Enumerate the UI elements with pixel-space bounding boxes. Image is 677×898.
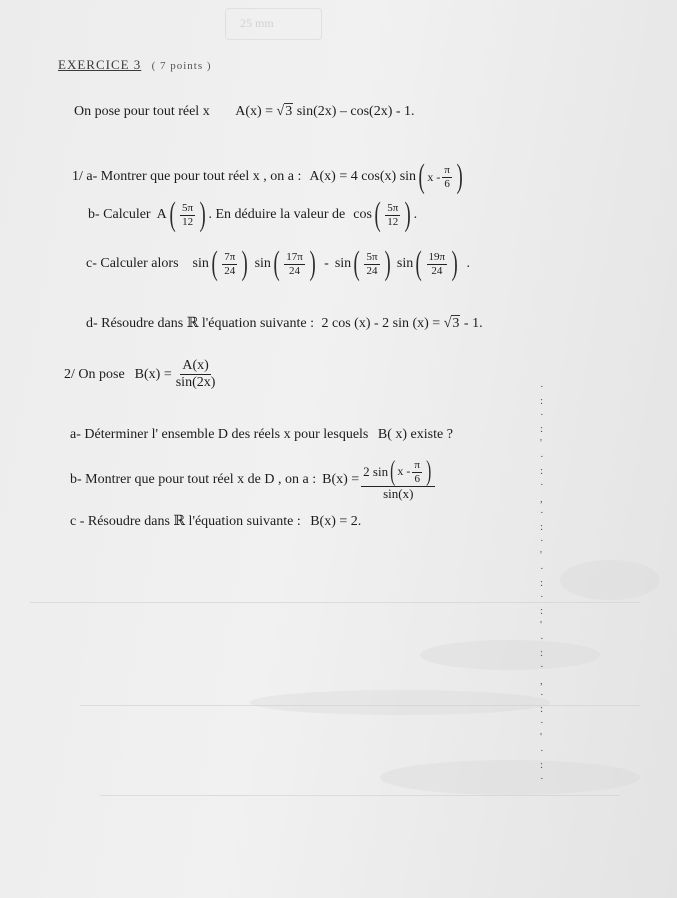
sin-label: sin [334, 256, 352, 271]
right-paren: ) [309, 245, 316, 282]
q1b-line [88, 198, 417, 232]
q2c-line [70, 515, 361, 529]
right-paren: ) [456, 158, 463, 195]
five-pi-over-12 [385, 202, 400, 228]
intro-line [74, 105, 415, 119]
paren-group [416, 160, 465, 194]
A-def-lhs: A(x) = [235, 104, 274, 119]
paren-group [209, 247, 251, 281]
q1d-text: d- Résoudre dans ℝ l'équation suivante : [86, 316, 314, 331]
frac-den: 24 [289, 264, 301, 277]
exercise-points: ( 7 points ) [151, 60, 212, 72]
bleed-smudge [420, 640, 600, 670]
left-paren: ( [418, 158, 425, 195]
right-paren: ) [426, 456, 432, 487]
q1d-end: - 1. [463, 316, 483, 331]
frac-den: 24 [431, 264, 443, 277]
left-paren: ( [211, 245, 218, 282]
right-paren: ) [404, 196, 412, 233]
paren-group [351, 247, 393, 281]
frac-num: 5π [182, 201, 194, 214]
sqrt-radicand: 3 [452, 316, 460, 331]
frac-num: A(x) [180, 358, 210, 375]
frac-num: π [414, 458, 420, 471]
sqrt-radicand: 3 [285, 104, 293, 119]
left-paren: ( [374, 196, 381, 233]
frac-num: 19π [428, 250, 446, 263]
frac-num: 17π [286, 250, 303, 263]
q1a-line [72, 160, 465, 194]
frac-den: 12 [182, 215, 194, 228]
bleed-smudge [380, 760, 640, 795]
q1b-middle-text: . En déduire la valeur de [208, 207, 346, 222]
frac-den: 6 [444, 177, 450, 190]
left-paren: ( [169, 196, 176, 233]
q1b-end: . [413, 207, 418, 222]
sqrt-three: √3 [443, 316, 460, 331]
sin-label: sin [192, 256, 209, 271]
minus-sign: - [324, 256, 329, 271]
q2b-text: b- Montrer que pour tout réel x de D , on a : [70, 471, 317, 487]
frac-den: 24 [366, 264, 378, 277]
left-paren: ( [353, 245, 360, 282]
frac-num: π [444, 163, 450, 176]
frac-num [361, 458, 435, 487]
frac-den: 12 [387, 215, 399, 228]
fraction [364, 251, 379, 277]
pi-over-6 [412, 459, 422, 485]
q2b-line [70, 458, 437, 502]
q2b-arg: x - [397, 464, 411, 479]
bleed-smudge [560, 560, 660, 600]
right-paren: ) [384, 245, 391, 282]
right-paren: ) [199, 196, 206, 233]
cos-label: cos [353, 207, 372, 222]
q1a-expression: A(x) = 4 cos(x) sin [309, 169, 417, 184]
q2b-lhs: B(x) = [322, 471, 360, 487]
q2b-num-sin: 2 sin [363, 463, 389, 479]
bleed-rule [100, 795, 620, 796]
pi-over-6 [442, 164, 452, 190]
score-box-frame [225, 8, 322, 40]
B-definition-fraction [174, 358, 218, 391]
q1c-line [86, 247, 470, 281]
paren-group [167, 198, 209, 232]
paren-group [388, 458, 433, 486]
q2-intro-line [64, 358, 219, 391]
q2c-equation: B(x) = 2. [310, 514, 362, 529]
fraction [284, 251, 305, 277]
margin-specks: · : · : ' · : · , · : · ' · : · : ' · : · , · : · ' · : · [540, 381, 545, 785]
q1c-end: . [466, 256, 470, 271]
q2c-text: c - Résoudre dans ℝ l'équation suivante : [70, 514, 301, 529]
paren-group [413, 247, 460, 281]
q2a-B-exists: B( x) existe ? [377, 427, 453, 442]
left-paren: ( [390, 456, 396, 487]
q2a-text: a- Déterminer l' ensemble D des réels x pour lesquels [70, 427, 369, 442]
frac-den: 6 [414, 472, 420, 485]
frac-den: sin(x) [383, 486, 414, 501]
sin-label: sin [254, 256, 271, 271]
bleed-smudge [250, 690, 550, 715]
bleed-rule [30, 602, 640, 603]
right-paren: ) [451, 245, 458, 282]
q1d-line [86, 317, 483, 331]
q1c-text: c- Calculer alors [86, 256, 179, 271]
left-paren: ( [273, 245, 280, 282]
frac-num: 5π [366, 250, 378, 263]
fraction [222, 251, 237, 277]
five-pi-over-12 [180, 202, 195, 228]
q1b-A: A [156, 207, 167, 222]
q1a-arg: x - [427, 170, 441, 184]
sqrt-three: √3 [276, 104, 293, 119]
fraction [427, 251, 448, 277]
q2b-fraction [361, 458, 435, 502]
paren-group [271, 247, 318, 281]
left-paren: ( [415, 245, 422, 282]
A-def-rhs: sin(2x) – cos(2x) - 1. [296, 104, 415, 119]
q1d-equation: 2 cos (x) - 2 sin (x) = [321, 316, 441, 331]
q1b-text: b- Calculer [88, 207, 151, 222]
sin-label: sin [396, 256, 414, 271]
q2a-line [70, 428, 453, 442]
frac-den: 24 [224, 264, 236, 277]
frac-num: 5π [387, 201, 399, 214]
bleed-rule [80, 705, 640, 706]
q1a-text: 1/ a- Montrer que pour tout réel x , on a : [72, 169, 302, 184]
frac-num: 7π [224, 250, 236, 263]
exercise-title [58, 58, 212, 72]
paren-group [372, 198, 414, 232]
exercise-title-label: EXERCICE 3 [58, 57, 142, 72]
B-def-lhs: B(x) = [134, 366, 172, 382]
right-paren: ) [241, 245, 249, 282]
intro-text: On pose pour tout réel x [74, 104, 210, 119]
frac-den: sin(2x) [175, 375, 216, 391]
score-box-text: 25 mm [240, 16, 274, 30]
q2-intro-text: 2/ On pose [64, 366, 125, 382]
